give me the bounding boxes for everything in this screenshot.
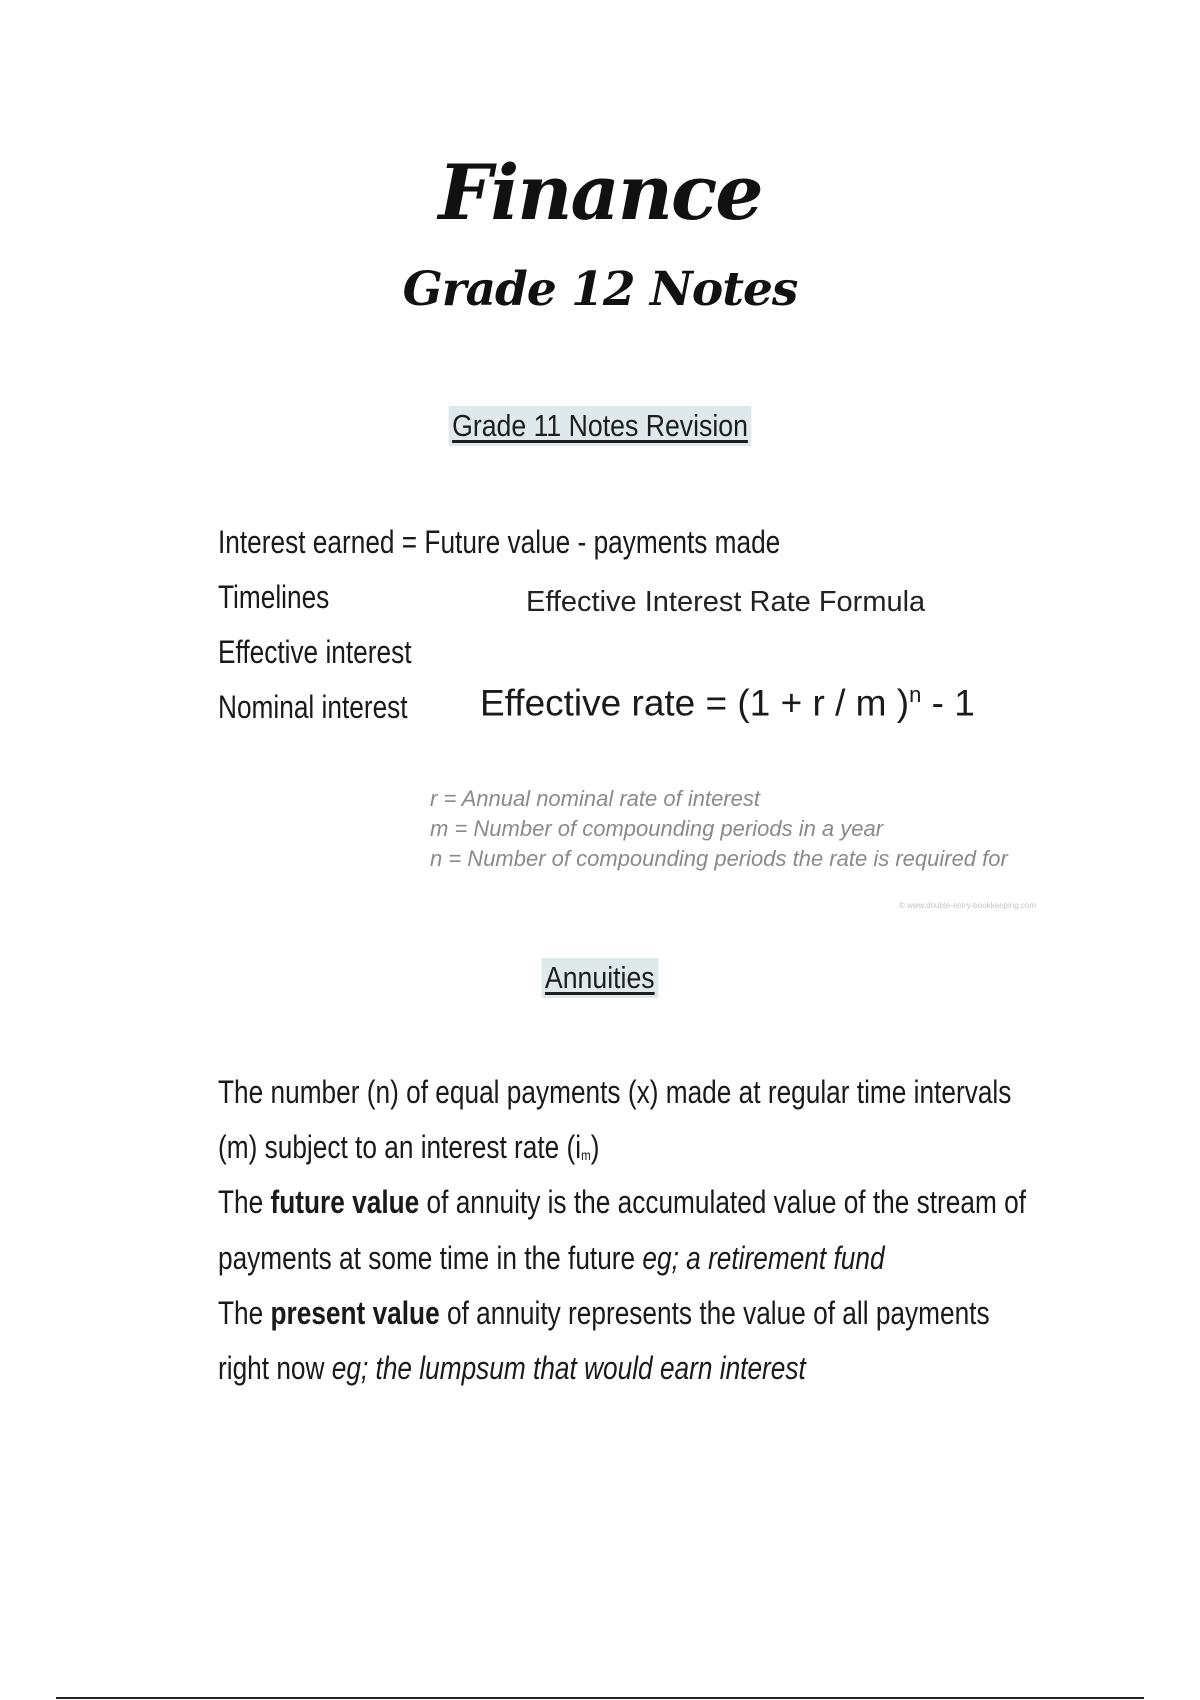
formula-exponent: n <box>909 682 922 707</box>
future-value-example: eg; a retirement fund <box>642 1240 885 1276</box>
pv-post: of annuity represents the value of all payments <box>439 1295 990 1331</box>
future-value-line-1 <box>218 1184 1026 1221</box>
formula-variable-m: m = Number of compounding periods in a year <box>430 816 884 841</box>
revision-heading-wrap <box>0 406 1200 446</box>
footer-rule <box>56 1697 1144 1699</box>
formula-tail: - 1 <box>921 682 975 724</box>
annuity-def-text: (m) subject to an interest rate (i <box>218 1129 582 1165</box>
present-value-line-2 <box>218 1350 806 1387</box>
formula-title: Effective Interest Rate Formula <box>526 586 926 618</box>
present-value-line-1 <box>218 1295 990 1332</box>
annuity-definition-line-1: The number (n) of equal payments (x) made at regular time intervals <box>218 1074 1012 1110</box>
annuity-def-close: ) <box>590 1129 600 1165</box>
future-value-term: future value <box>270 1184 420 1220</box>
effective-rate-formula-image <box>418 575 1048 920</box>
revision-line-nominal-interest: Nominal interest <box>218 689 408 725</box>
page-subtitle: Grade 12 Notes <box>402 262 798 317</box>
effective-rate-formula <box>480 682 975 724</box>
formula-variable-n: n = Number of compounding periods the rate is required for <box>430 846 1008 871</box>
annuities-heading-wrap <box>0 958 1200 998</box>
formula-image-credit: © www.double-entry-bookkeeping.com <box>898 901 1036 910</box>
fv-post: of annuity is the accumulated value of the stream of <box>419 1184 1027 1220</box>
present-value-term: present value <box>270 1295 440 1331</box>
pv-pre: The <box>218 1295 271 1331</box>
formula-variable-r: r = Annual nominal rate of interest <box>430 786 760 811</box>
revision-heading: Grade 11 Notes Revision <box>449 406 752 446</box>
pv-line2: right now <box>218 1350 332 1386</box>
fv-line2: payments at some time in the future <box>218 1240 643 1276</box>
revision-line-effective-interest: Effective interest <box>218 634 412 670</box>
interest-rate-subscript: m <box>581 1147 591 1163</box>
future-value-line-2 <box>218 1240 885 1277</box>
present-value-example: eg; the lumpsum that would earn interest <box>331 1350 806 1386</box>
formula-main: Effective rate = (1 + r / m ) <box>480 682 910 724</box>
revision-line-timelines: Timelines <box>218 579 330 615</box>
annuities-heading: Annuities <box>542 958 659 998</box>
fv-pre: The <box>218 1184 271 1220</box>
annuity-definition-line-2 <box>218 1129 599 1166</box>
revision-line-interest-earned: Interest earned = Future value - payments made <box>218 524 781 560</box>
page-title: Finance <box>438 148 762 237</box>
